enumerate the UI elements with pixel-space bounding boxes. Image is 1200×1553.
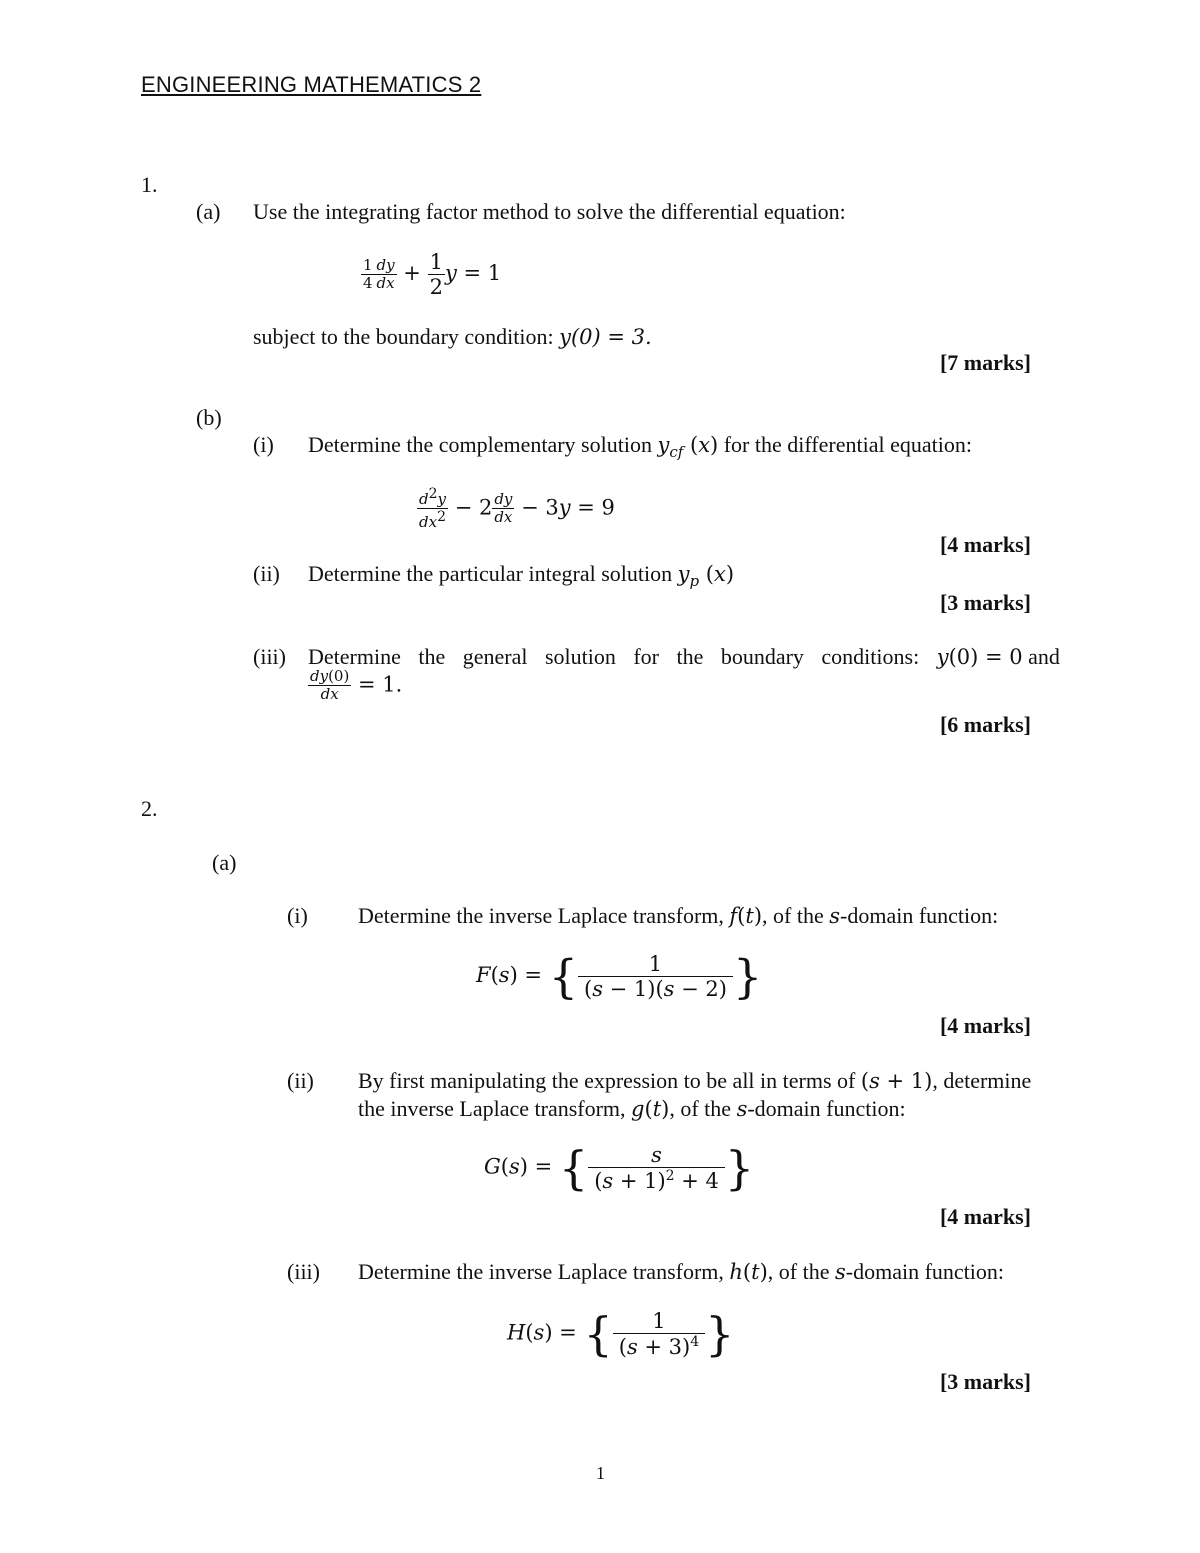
q1b-i-text-start: Determine the complementary solution: [308, 432, 652, 457]
q2a-ii-equation: G(s) = { $\frac{s}{(s + 1)^2 + 4}$ }: [484, 1141, 755, 1196]
q1b-iii-word: for: [633, 644, 659, 669]
q2a-i-label: (i): [287, 903, 308, 928]
q1a-boundary: [253, 324, 652, 350]
question-2-number: 2.: [141, 796, 158, 821]
q1b-iii-word: solution: [544, 644, 616, 669]
q1b-ii-marks: [3 marks]: [939, 590, 1031, 615]
q2a-iii-text3: -domain function:: [845, 1259, 1005, 1284]
page-number: 1: [596, 1463, 605, 1483]
q1a-label: (a): [196, 199, 221, 224]
q2a-i-text1: Determine the inverse Laplace transform,: [358, 903, 724, 928]
q1b-ii-text: Determine the particular integral solution $y_p$ (x): [308, 561, 735, 591]
q2a-label: (a): [212, 850, 237, 875]
q1a-marks: [7 marks]: [939, 350, 1031, 375]
q2a-ii-line1-start: By first manipulating the expression to be all in terms of: [358, 1068, 856, 1093]
q2a-ii-marks: [4 marks]: [939, 1204, 1031, 1229]
page-title: ENGINEERING MATHEMATICS 2: [141, 72, 482, 97]
q1b-iii-marks: [6 marks]: [939, 712, 1031, 737]
q2a-ii-label: (ii): [287, 1068, 314, 1093]
q1b-iii-and: and: [1028, 644, 1060, 669]
q2a-iii-text: Determine the inverse Laplace transform, h(t), of the s-domain function:: [358, 1259, 1005, 1284]
q2a-ii-line2: the inverse Laplace transform, g(t), of the s-domain function:: [358, 1096, 906, 1121]
question-1-number: 1.: [141, 172, 158, 197]
q1b-ii-text-start: Determine the particular integral solution: [308, 561, 673, 586]
q1b-i-text-end: for the differential equation:: [723, 432, 972, 457]
q1a-boundary-condition: y(0) = 3.: [559, 325, 652, 349]
q2a-iii-label: (iii): [287, 1259, 320, 1284]
q2a-i-text: Determine the inverse Laplace transform, f(t), of the s-domain function:: [358, 903, 999, 928]
q2a-i-text3: -domain function:: [840, 903, 999, 928]
q2a-iii-text1: Determine the inverse Laplace transform,: [358, 1259, 724, 1284]
q1b-i-marks: [4 marks]: [939, 532, 1031, 557]
q2a-ii-line2-mid: , of the: [669, 1096, 732, 1121]
q1b-iii-word: the: [676, 644, 704, 669]
q1b-iii-word: conditions:: [821, 644, 920, 669]
q1b-i-equation: $\frac{d^2y}{dx^2}$ − 2 $\frac{dy}{dx}$ − 3y = 9: [419, 486, 615, 532]
q1b-iii-label: (iii): [253, 644, 286, 669]
q1a-text: Use the integrating factor method to solve the differential equation:: [253, 199, 846, 224]
q2a-ii-line1-end: , determine: [932, 1068, 1032, 1093]
q1b-i-text: Determine the complementary solution $y_{cf}$ (x) for the differential equation:: [308, 432, 972, 462]
q1b-iii-derivative-condition: $\frac{dy(0)}{dx}$ = 1.: [310, 667, 403, 704]
q2a-iii-text2: , of the: [767, 1259, 830, 1284]
q2a-i-equation: F(s) = { $\frac{1}{(s - 1)(s - 2)}$ }: [476, 949, 763, 1004]
q1a-boundary-text: subject to the boundary condition:: [253, 324, 554, 349]
q2a-ii-line2-start: the inverse Laplace transform,: [358, 1096, 626, 1121]
q2a-iii-equation: H(s) = { $\frac{1}{(s + 3)^4}$ }: [507, 1307, 735, 1362]
q1b-ii-label: (ii): [253, 561, 280, 586]
q2a-ii-line2-end: -domain function:: [747, 1096, 906, 1121]
q2a-ii-line1: By first manipulating the expression to be all in terms of (s + 1), determine: [358, 1068, 1032, 1093]
q2a-iii-marks: [3 marks]: [939, 1369, 1031, 1394]
q1b-iii-word: the: [418, 644, 446, 669]
q1b-i-label: (i): [253, 432, 274, 457]
q1b-iii-line1: Determine the general solution for the boundary conditions: y(0) = 0 and: [308, 644, 1060, 669]
q1a-equation: $\frac{1}{4}$ $\frac{dy}{dx}$ + $\frac{1}{2}$ y = 1: [363, 250, 502, 300]
q1b-iii-word: Determine: [308, 644, 401, 669]
q2a-i-text2: , of the: [762, 903, 824, 928]
q2a-i-marks: [4 marks]: [939, 1013, 1031, 1038]
q1b-label: (b): [196, 405, 222, 430]
q1b-iii-word: general: [462, 644, 528, 669]
q1b-iii-word: boundary: [720, 644, 804, 669]
